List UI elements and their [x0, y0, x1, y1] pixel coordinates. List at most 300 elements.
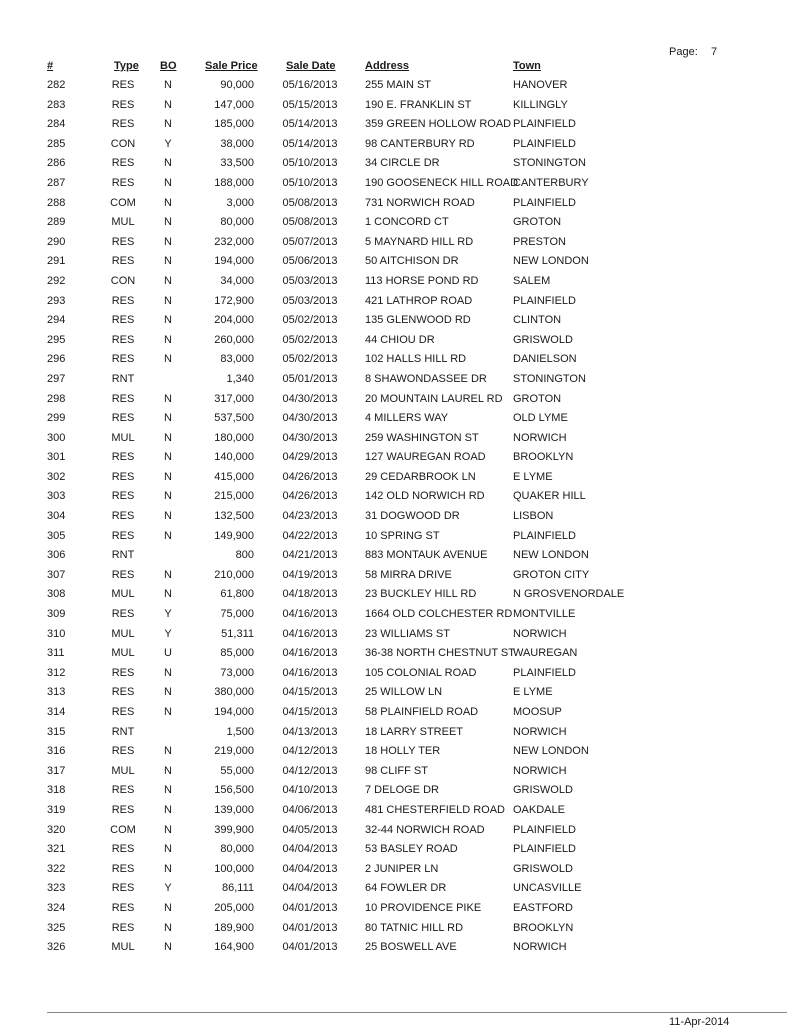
row-address: 18 LARRY STREET [365, 725, 464, 738]
row-town: PLAINFIELD [513, 294, 576, 307]
row-number: 292 [47, 274, 66, 287]
table-row [0, 860, 800, 880]
table-row [0, 938, 800, 958]
row-number: 316 [47, 745, 66, 758]
row-type: RES [111, 255, 135, 268]
row-type: RES [111, 686, 135, 699]
row-address: 113 HORSE POND RD [365, 274, 479, 287]
table-row [0, 683, 800, 703]
table-row [0, 585, 800, 605]
row-sale-price: 3,000 [226, 196, 254, 209]
row-town: OAKDALE [513, 803, 565, 816]
table-row [0, 311, 800, 331]
row-sale-price: 164,900 [214, 941, 254, 954]
row-bo: N [164, 529, 172, 542]
table-row [0, 213, 800, 233]
row-number: 322 [47, 862, 66, 875]
row-type: MUL [111, 764, 135, 777]
row-town: GROTON [513, 392, 562, 405]
sales-table [0, 76, 800, 958]
row-address: 20 MOUNTAIN LAUREL RD [365, 392, 503, 405]
row-sale-price: 215,000 [214, 490, 254, 503]
table-row [0, 605, 800, 625]
row-number: 320 [47, 823, 66, 836]
row-sale-date: 04/22/2013 [282, 529, 338, 542]
row-number: 296 [47, 353, 66, 366]
footer-date: 11-Apr-2014 [669, 1016, 730, 1028]
row-sale-date: 04/13/2013 [282, 725, 338, 738]
row-sale-price: 73,000 [220, 666, 254, 679]
row-address: 190 GOOSENECK HILL ROAD [365, 176, 519, 189]
row-town: E LYME [513, 470, 553, 483]
row-address: 190 E. FRANKLIN ST [365, 98, 472, 111]
row-sale-date: 04/06/2013 [282, 803, 338, 816]
row-sale-date: 04/30/2013 [282, 412, 338, 425]
row-address: 10 PROVIDENCE PIKE [365, 901, 482, 914]
row-town: GRISWOLD [513, 784, 573, 797]
row-number: 312 [47, 666, 66, 679]
row-address: 98 CANTERBURY RD [365, 137, 475, 150]
row-address: 1 CONCORD CT [365, 216, 449, 229]
table-row [0, 331, 800, 351]
row-type: RES [111, 118, 135, 131]
row-type: RES [111, 294, 135, 307]
row-sale-price: 90,000 [220, 79, 254, 91]
row-town: DANIELSON [513, 353, 577, 366]
row-bo: N [164, 490, 172, 503]
table-row [0, 899, 800, 919]
row-type: RES [111, 803, 135, 816]
table-row [0, 409, 800, 429]
row-town: NEW LONDON [513, 549, 589, 562]
row-sale-date: 04/04/2013 [282, 882, 338, 895]
row-address: 4 MILLERS WAY [365, 412, 449, 425]
row-sale-price: 147,000 [214, 98, 254, 111]
table-row [0, 801, 800, 821]
row-sale-price: 210,000 [214, 568, 254, 581]
row-type: RES [111, 333, 135, 346]
table-row [0, 115, 800, 135]
table-row [0, 487, 800, 507]
row-sale-date: 05/08/2013 [282, 196, 338, 209]
row-town: CANTERBURY [513, 176, 589, 189]
row-bo: N [164, 764, 172, 777]
row-sale-price: 800 [235, 549, 254, 562]
row-sale-price: 219,000 [214, 745, 254, 758]
row-sale-price: 80,000 [220, 843, 254, 856]
table-row [0, 566, 800, 586]
table-header [0, 60, 800, 74]
row-sale-date: 05/02/2013 [282, 314, 338, 327]
row-bo: U [164, 647, 172, 660]
row-sale-price: 415,000 [214, 470, 254, 483]
row-address: 31 DOGWOOD DR [365, 510, 460, 523]
row-sale-price: 61,800 [220, 588, 254, 601]
row-type: RNT [111, 372, 135, 385]
row-address: 105 COLONIAL ROAD [365, 666, 477, 679]
row-bo: N [164, 392, 172, 405]
table-row [0, 703, 800, 723]
row-bo: N [164, 196, 172, 209]
row-bo: N [164, 686, 172, 699]
row-address: 127 WAUREGAN ROAD [365, 451, 486, 464]
row-bo: N [164, 803, 172, 816]
row-address: 53 BASLEY ROAD [365, 843, 458, 856]
row-town: NORWICH [513, 941, 567, 954]
page-value: 7 [711, 46, 718, 58]
row-number: 294 [47, 314, 66, 327]
row-sale-date: 04/15/2013 [282, 686, 338, 699]
row-address: 58 MIRRA DRIVE [365, 568, 452, 581]
row-sale-date: 04/16/2013 [282, 647, 338, 660]
row-type: RES [111, 98, 135, 111]
row-address: 731 NORWICH ROAD [365, 196, 475, 209]
table-row [0, 762, 800, 782]
row-sale-price: 85,000 [220, 647, 254, 660]
row-address: 34 CIRCLE DR [365, 157, 440, 170]
header-type: Type [114, 60, 139, 72]
row-type: RES [111, 79, 135, 91]
row-sale-date: 05/02/2013 [282, 353, 338, 366]
row-bo: N [164, 79, 172, 91]
row-sale-price: 75,000 [220, 608, 254, 621]
row-town: GROTON [513, 216, 562, 229]
row-sale-date: 04/04/2013 [282, 862, 338, 875]
row-number: 309 [47, 608, 66, 621]
row-sale-date: 04/18/2013 [282, 588, 338, 601]
row-town: PLAINFIELD [513, 118, 576, 131]
row-address: 883 MONTAUK AVENUE [365, 549, 488, 562]
table-row [0, 723, 800, 743]
row-town: CLINTON [513, 314, 562, 327]
row-address: 36-38 NORTH CHESTNUT ST [365, 647, 515, 660]
table-row [0, 272, 800, 292]
row-sale-price: 232,000 [214, 235, 254, 248]
row-sale-price: 100,000 [214, 862, 254, 875]
row-sale-date: 04/21/2013 [282, 549, 338, 562]
row-town: NORWICH [513, 431, 567, 444]
row-sale-date: 04/19/2013 [282, 568, 338, 581]
row-number: 311 [47, 647, 65, 660]
row-number: 304 [47, 510, 66, 523]
table-row [0, 252, 800, 272]
row-sale-date: 04/15/2013 [282, 706, 338, 718]
row-bo: N [164, 568, 172, 581]
row-type: MUL [111, 627, 135, 640]
row-town: GRISWOLD [513, 862, 573, 875]
row-town: EASTFORD [513, 901, 573, 914]
row-type: RES [111, 745, 135, 758]
row-bo: N [164, 353, 172, 366]
row-bo: Y [164, 882, 172, 895]
row-sale-date: 05/10/2013 [282, 176, 338, 189]
row-town: PLAINFIELD [513, 196, 576, 209]
table-row [0, 546, 800, 566]
row-town: N GROSVENORDALE [513, 588, 625, 601]
row-type: CON [110, 137, 136, 150]
row-bo: N [164, 157, 172, 170]
row-number: 321 [47, 843, 66, 856]
row-sale-date: 04/30/2013 [282, 431, 338, 444]
row-bo: N [164, 274, 172, 287]
row-number: 323 [47, 882, 66, 895]
row-sale-price: 38,000 [220, 137, 254, 150]
row-town: PLAINFIELD [513, 666, 576, 679]
table-row [0, 527, 800, 547]
row-address: 80 TATNIC HILL RD [365, 921, 464, 934]
table-row [0, 821, 800, 841]
row-sale-price: 83,000 [220, 353, 254, 366]
row-sale-date: 05/14/2013 [282, 137, 338, 150]
row-bo: N [164, 412, 172, 425]
table-row [0, 350, 800, 370]
row-bo: N [164, 666, 172, 679]
row-bo: N [164, 98, 172, 111]
row-number: 291 [47, 255, 66, 268]
row-town: MOOSUP [513, 706, 562, 718]
row-address: 135 GLENWOOD RD [365, 314, 471, 327]
row-number: 290 [47, 235, 66, 248]
row-bo: N [164, 470, 172, 483]
row-number: 299 [47, 412, 66, 425]
row-type: COM [110, 196, 136, 209]
row-number: 284 [47, 118, 66, 131]
row-bo: N [164, 333, 172, 346]
row-bo: N [164, 216, 172, 229]
row-address: 44 CHIOU DR [365, 333, 435, 346]
row-address: 259 WASHINGTON ST [365, 431, 479, 444]
row-number: 326 [47, 941, 66, 954]
row-number: 303 [47, 490, 66, 503]
row-address: 1664 OLD COLCHESTER RD [365, 608, 513, 621]
row-type: RNT [111, 549, 135, 562]
row-sale-price: 140,000 [214, 451, 254, 464]
row-number: 302 [47, 470, 66, 483]
row-town: NORWICH [513, 627, 567, 640]
row-town: NORWICH [513, 725, 567, 738]
row-type: RES [111, 157, 135, 170]
row-bo: N [164, 862, 172, 875]
row-address: 58 PLAINFIELD ROAD [365, 706, 479, 718]
table-row [0, 135, 800, 155]
row-bo: N [164, 588, 172, 601]
table-row [0, 879, 800, 899]
row-number: 325 [47, 921, 66, 934]
row-sale-date: 05/07/2013 [282, 235, 338, 248]
table-row [0, 468, 800, 488]
row-type: CON [110, 274, 136, 287]
row-sale-price: 149,900 [214, 529, 254, 542]
row-type: RES [111, 451, 135, 464]
row-sale-price: 205,000 [214, 901, 254, 914]
row-town: GROTON CITY [513, 568, 590, 581]
row-type: MUL [111, 647, 135, 660]
row-address: 25 WILLOW LN [365, 686, 443, 699]
row-bo: N [164, 235, 172, 248]
row-bo: N [164, 706, 172, 718]
row-sale-date: 04/26/2013 [282, 490, 338, 503]
row-number: 315 [47, 725, 66, 738]
table-row [0, 390, 800, 410]
row-sale-date: 05/06/2013 [282, 255, 338, 268]
row-sale-price: 194,000 [214, 706, 254, 718]
row-number: 306 [47, 549, 66, 562]
header-address: Address [365, 60, 410, 72]
row-sale-price: 317,000 [214, 392, 254, 405]
row-address: 7 DELOGE DR [365, 784, 439, 797]
row-bo: N [164, 921, 172, 934]
row-town: PRESTON [513, 235, 566, 248]
header-sale-price: Sale Price [205, 60, 258, 72]
table-row [0, 96, 800, 116]
row-bo: N [164, 451, 172, 464]
row-address: 255 MAIN ST [365, 79, 432, 91]
row-type: RES [111, 470, 135, 483]
row-type: RES [111, 353, 135, 366]
row-address: 64 FOWLER DR [365, 882, 447, 895]
row-sale-price: 33,500 [220, 157, 254, 170]
row-sale-price: 204,000 [214, 314, 254, 327]
row-address: 481 CHESTERFIELD ROAD [365, 803, 505, 816]
row-sale-date: 04/29/2013 [282, 451, 338, 464]
row-type: RES [111, 510, 135, 523]
row-type: RES [111, 901, 135, 914]
table-row [0, 174, 800, 194]
row-number: 293 [47, 294, 66, 307]
row-sale-date: 04/16/2013 [282, 627, 338, 640]
row-type: RES [111, 490, 135, 503]
row-number: 287 [47, 176, 66, 189]
row-sale-price: 34,000 [220, 274, 254, 287]
row-number: 324 [47, 901, 66, 914]
row-sale-price: 260,000 [214, 333, 254, 346]
row-address: 5 MAYNARD HILL RD [365, 235, 474, 248]
row-sale-date: 04/01/2013 [282, 921, 338, 934]
row-bo: Y [164, 608, 172, 621]
row-type: RES [111, 568, 135, 581]
row-bo: N [164, 510, 172, 523]
row-number: 289 [47, 216, 66, 229]
row-type: MUL [111, 941, 135, 954]
row-number: 319 [47, 803, 66, 816]
row-type: RES [111, 529, 135, 542]
row-address: 142 OLD NORWICH RD [365, 490, 485, 503]
row-address: 32-44 NORWICH ROAD [365, 823, 485, 836]
row-town: UNCASVILLE [513, 882, 582, 895]
row-town: PLAINFIELD [513, 137, 576, 150]
row-sale-date: 04/16/2013 [282, 608, 338, 621]
row-town: BROOKLYN [513, 451, 574, 464]
row-town: MONTVILLE [513, 608, 576, 621]
row-address: 98 CLIFF ST [365, 764, 428, 777]
row-town: SALEM [513, 274, 551, 287]
row-type: RES [111, 862, 135, 875]
row-town: NEW LONDON [513, 745, 589, 758]
row-sale-date: 04/26/2013 [282, 470, 338, 483]
row-number: 318 [47, 784, 66, 797]
table-row [0, 154, 800, 174]
row-sale-price: 172,900 [214, 294, 254, 307]
row-sale-price: 188,000 [214, 176, 254, 189]
row-type: RES [111, 706, 135, 718]
row-address: 23 WILLIAMS ST [365, 627, 450, 640]
row-sale-price: 180,000 [214, 431, 254, 444]
row-type: RES [111, 235, 135, 248]
row-type: MUL [111, 588, 135, 601]
row-address: 50 AITCHISON DR [365, 255, 459, 268]
row-sale-date: 04/01/2013 [282, 941, 338, 954]
row-sale-date: 04/04/2013 [282, 843, 338, 856]
row-sale-price: 537,500 [214, 412, 254, 425]
table-row [0, 625, 800, 645]
header-num: # [47, 60, 54, 72]
row-sale-date: 04/01/2013 [282, 901, 338, 914]
row-sale-price: 1,500 [226, 725, 254, 738]
row-type: RES [111, 666, 135, 679]
table-row [0, 840, 800, 860]
row-type: RES [111, 882, 135, 895]
row-number: 297 [47, 372, 66, 385]
row-sale-price: 51,311 [221, 627, 254, 640]
row-address: 2 JUNIPER LN [365, 862, 439, 875]
table-row [0, 919, 800, 939]
row-address: 18 HOLLY TER [365, 745, 441, 758]
row-bo: N [164, 118, 172, 131]
row-bo: Y [164, 627, 172, 640]
row-address: 421 LATHROP ROAD [365, 294, 473, 307]
row-sale-price: 1,340 [226, 372, 254, 385]
row-type: COM [110, 823, 136, 836]
row-sale-date: 04/30/2013 [282, 392, 338, 405]
table-row [0, 664, 800, 684]
row-type: RES [111, 412, 135, 425]
row-address: 359 GREEN HOLLOW ROAD [365, 118, 512, 131]
row-sale-date: 04/23/2013 [282, 510, 338, 523]
row-type: RES [111, 392, 135, 405]
table-row [0, 233, 800, 253]
row-town: PLAINFIELD [513, 843, 576, 856]
row-type: RES [111, 921, 135, 934]
row-type: RNT [111, 725, 135, 738]
row-type: RES [111, 314, 135, 327]
row-type: RES [111, 608, 135, 621]
row-number: 283 [47, 98, 66, 111]
row-address: 8 SHAWONDASSEE DR [365, 372, 487, 385]
row-number: 295 [47, 333, 66, 346]
row-address: 25 BOSWELL AVE [365, 941, 457, 954]
row-type: RES [111, 843, 135, 856]
row-sale-date: 05/08/2013 [282, 216, 338, 229]
row-bo: N [164, 431, 172, 444]
row-sale-price: 380,000 [214, 686, 254, 699]
row-town: BROOKLYN [513, 921, 574, 934]
row-number: 307 [47, 568, 66, 581]
row-type: MUL [111, 431, 135, 444]
row-town: NEW LONDON [513, 255, 589, 268]
row-number: 314 [47, 706, 66, 718]
table-row [0, 429, 800, 449]
row-sale-date: 05/01/2013 [282, 372, 338, 385]
row-town: STONINGTON [513, 372, 586, 385]
row-bo: N [164, 176, 172, 189]
row-town: PLAINFIELD [513, 823, 576, 836]
row-number: 285 [47, 137, 66, 150]
row-number: 282 [47, 79, 66, 91]
footer-divider [47, 1012, 787, 1013]
row-sale-price: 189,900 [214, 921, 254, 934]
table-row [0, 781, 800, 801]
row-type: RES [111, 176, 135, 189]
